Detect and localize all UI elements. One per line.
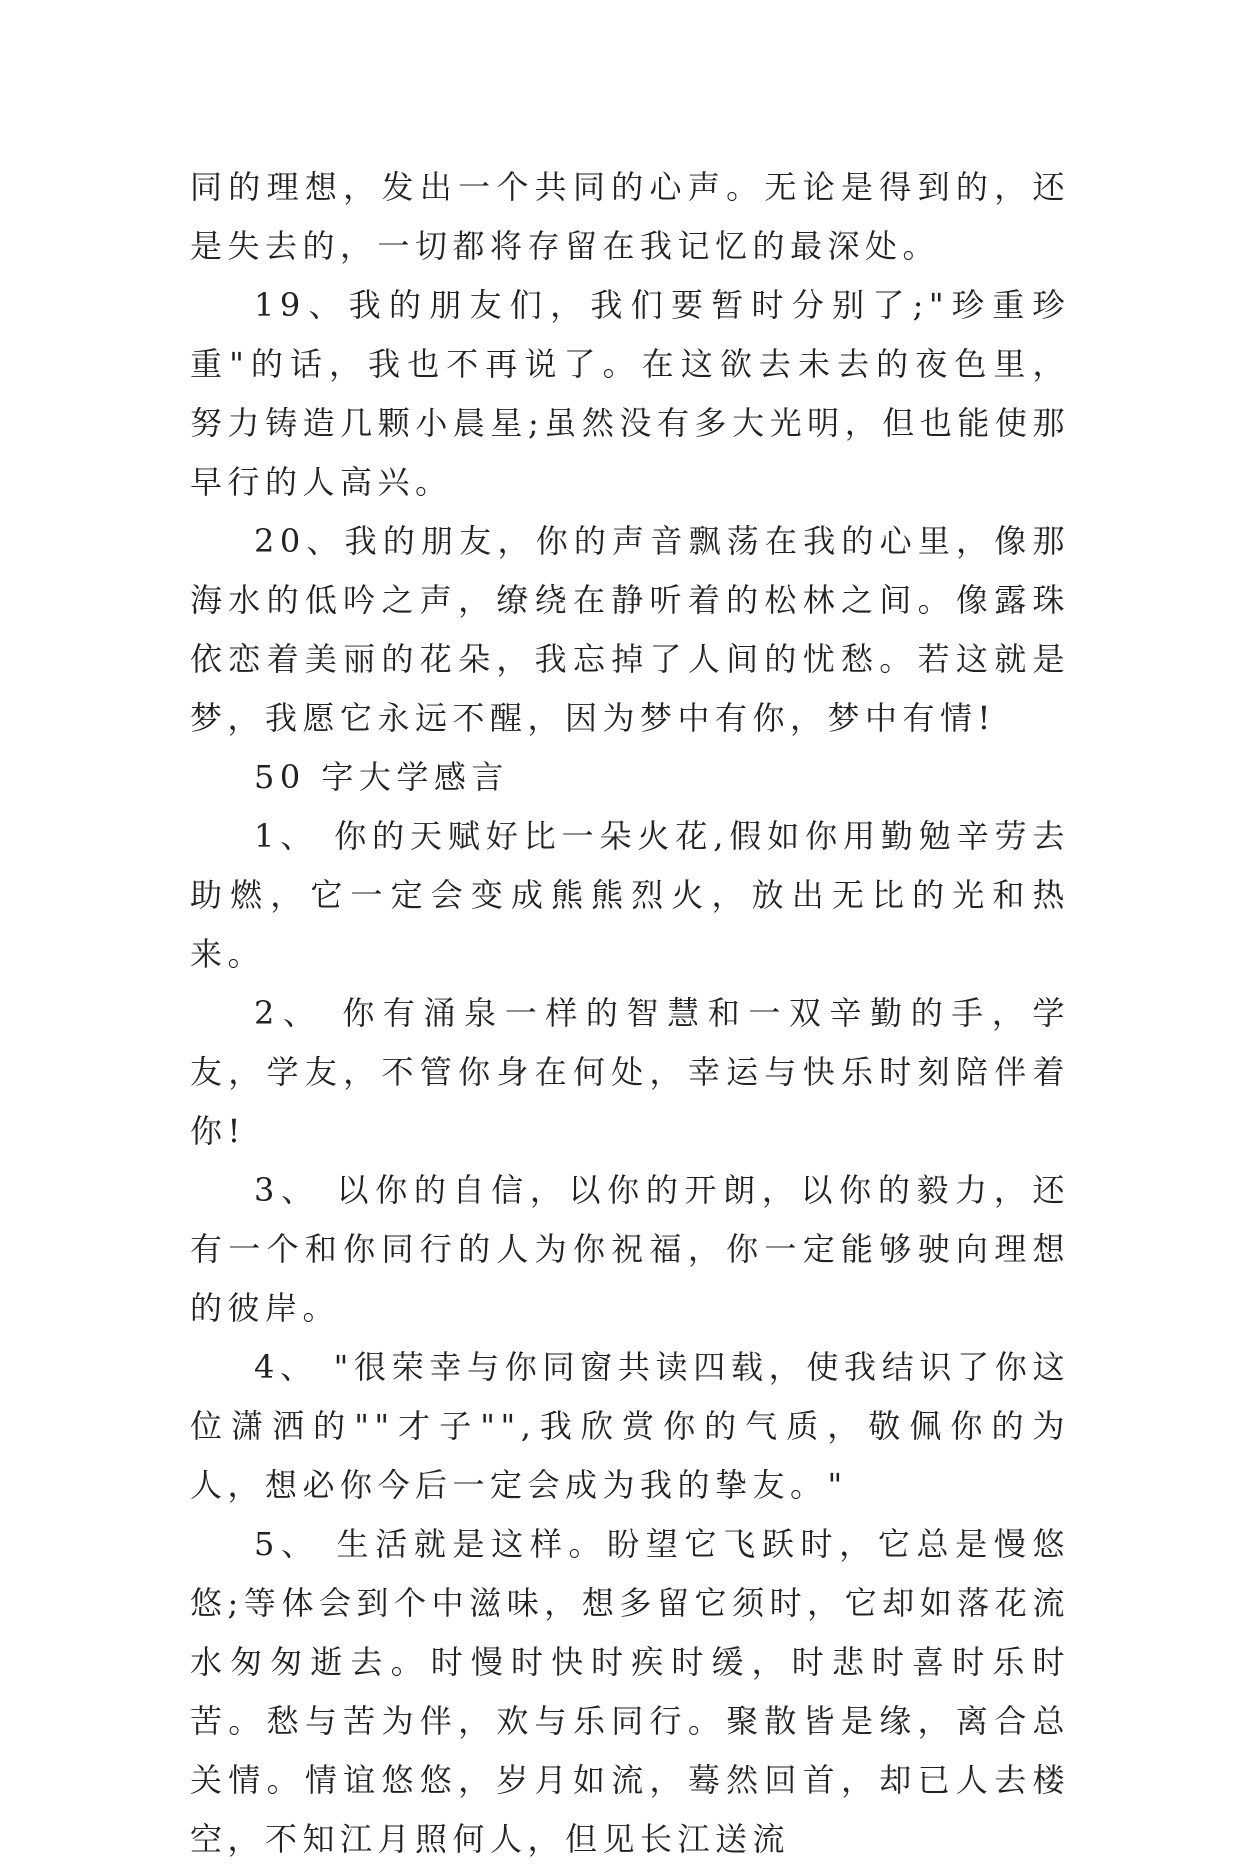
paragraph-item-4: 4、 "很荣幸与你同窗共读四载，使我结识了你这位潇洒的""才子"",我欣赏你的气质，敬佩你的为人，想必你今后一定会成为我的挚友。" xyxy=(190,1348,1070,1504)
paragraph-item-5: 5、 生活就是这样。盼望它飞跃时，它总是慢悠悠;等体会到个中滋味，想多留它须时，它却如落花流水匆匆逝去。时慢时快时疾时缓，时悲时喜时乐时苦。愁与苦为伴，欢与乐同行。聚散皆是缘，离合总关情。情谊悠悠，岁月如流，蓦然回首，却已人去楼空，不知江月照何人，但见长江送流 xyxy=(190,1525,1070,1858)
paragraph-item-2: 2、 你有涌泉一样的智慧和一双辛勤的手，学友，学友，不管你身在何处，幸运与快乐时刻陪伴着你! xyxy=(190,994,1070,1150)
paragraph-item-19: 19、我的朋友们，我们要暂时分别了;"珍重珍重"的话，我也不再说了。在这欲去未去的夜色里，努力铸造几颗小晨星;虽然没有多大光明，但也能使那早行的人高兴。 xyxy=(190,286,1070,501)
section-heading: 50 字大学感言 xyxy=(254,758,509,796)
paragraph-item-20: 20、我的朋友，你的声音飘荡在我的心里，像那海水的低吟之声，缭绕在静听着的松林之间。像露珠依恋着美丽的花朵，我忘掉了人间的忧愁。若这就是梦，我愿它永远不醒，因为梦中有你，梦中有情! xyxy=(190,522,1070,737)
paragraph-continuation: 同的理想，发出一个共同的心声。无论是得到的，还是失去的，一切都将存留在我记忆的最深处。 xyxy=(190,168,1070,265)
paragraph-item-1: 1、 你的天赋好比一朵火花,假如你用勤勉辛劳去助燃，它一定会变成熊熊烈火，放出无比的光和热来。 xyxy=(190,817,1070,973)
paragraph-item-3: 3、 以你的自信，以你的开朗，以你的毅力，还有一个和你同行的人为你祝福，你一定能够驶向理想的彼岸。 xyxy=(190,1171,1070,1327)
document-body xyxy=(190,158,1070,1869)
